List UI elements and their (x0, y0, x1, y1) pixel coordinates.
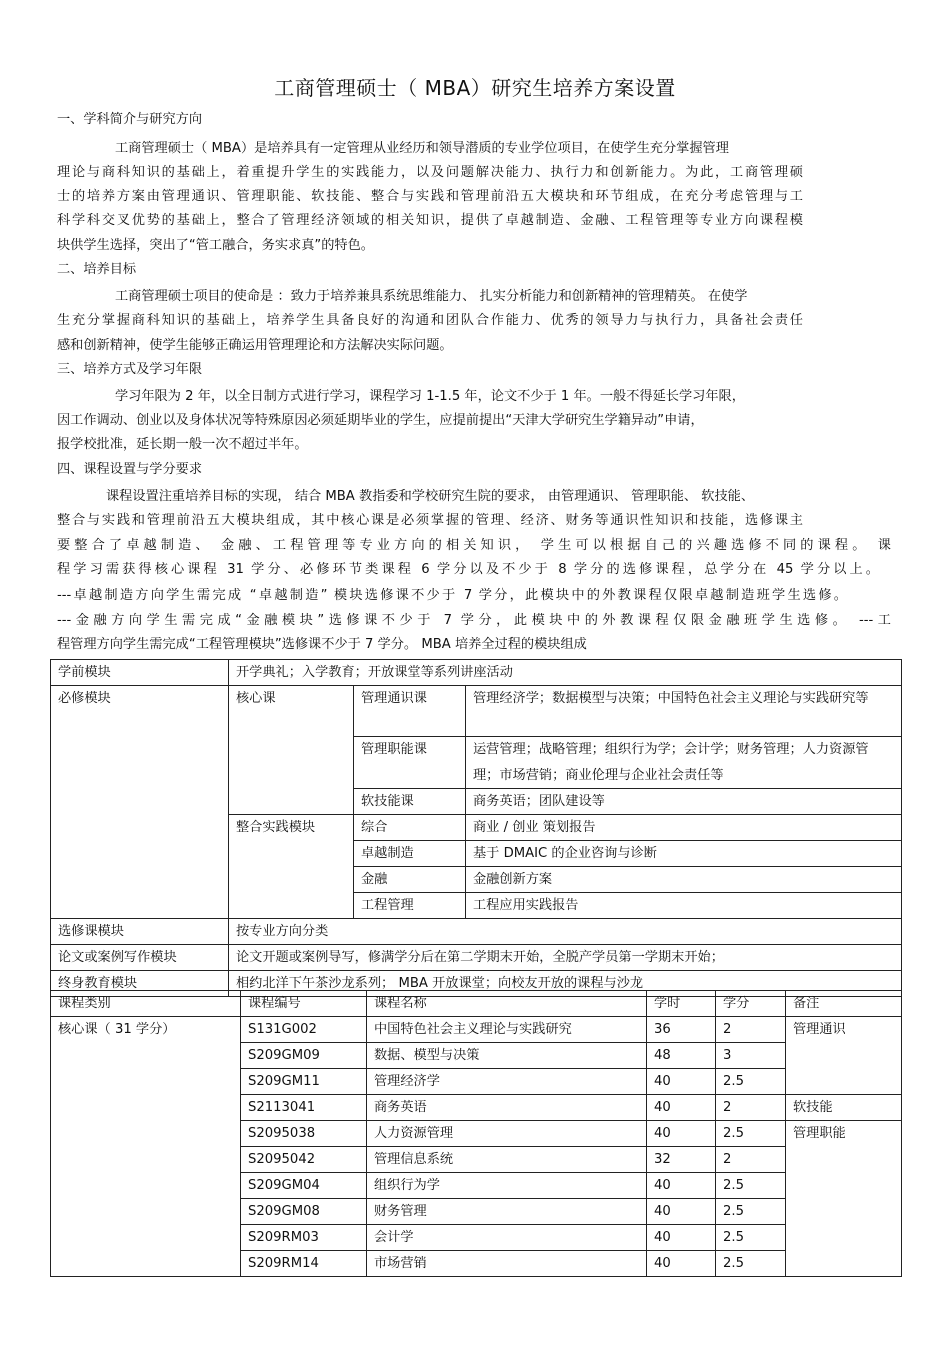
paragraph-line: 理论与商科知识的基础上，着重提升学生的实践能力，以及问题解决能力、执行力和创新能力。为此，工商管理硕 (57, 165, 803, 180)
course-credits: 2.5 (716, 1251, 786, 1277)
course-hours: 40 (647, 1121, 716, 1147)
course-group: 卓越制造 (354, 841, 466, 867)
course-credits: 2.5 (716, 1199, 786, 1225)
paragraph-line: 报学校批准，延长期一般一次不超过半年。 (57, 437, 308, 452)
module-content: 按专业方向分类 (229, 919, 902, 945)
course-hours: 48 (647, 1043, 716, 1069)
paragraph-line: ---金融方向学生需完成“金融模块”选修课不少于 7 学分，此模块中的外教课程仅限金融班学生选修。 ---工 (57, 613, 891, 628)
column-header: 课程名称 (367, 991, 647, 1017)
submodule-name: 整合实践模块 (229, 815, 354, 919)
table-row (51, 660, 902, 686)
course-credits: 2 (716, 1017, 786, 1043)
paragraph-line: 工商管理硕士项目的使命是 ：致力于培养兼具系统思维能力、 扎实分析能力和创新精神的管理精英。 在使学 (115, 289, 748, 304)
section-heading: 一、学科简介与研究方向 (57, 112, 203, 127)
course-hours: 40 (647, 1069, 716, 1095)
course-name: 中国特色社会主义理论与实践研究 (367, 1017, 647, 1043)
column-header: 学时 (647, 991, 716, 1017)
course-credits: 2.5 (716, 1173, 786, 1199)
table-header-row (51, 991, 902, 1017)
course-code: S131G002 (241, 1017, 367, 1043)
course-group-content: 基于 DMAIC 的企业咨询与诊断 (466, 841, 902, 867)
module-name: 学前模块 (51, 660, 229, 686)
course-name: 组织行为学 (367, 1173, 647, 1199)
paragraph-line: 学习年限为 2 年，以全日制方式进行学习，课程学习 1-1.5 年，论文不少于 1 年。一般不得延长学习年限， (115, 389, 745, 404)
course-group: 金融 (354, 867, 466, 893)
course-credits: 2.5 (716, 1121, 786, 1147)
section-heading: 三、培养方式及学习年限 (57, 362, 203, 377)
course-code: S209GM08 (241, 1199, 367, 1225)
course-group-content: 商务英语；团队建设等 (466, 789, 902, 815)
section-heading: 四、课程设置与学分要求 (57, 462, 203, 477)
course-name: 管理经济学 (367, 1069, 647, 1095)
course-group-content: 运营管理；战略管理；组织行为学；会计学；财务管理；人力资源管理；市场营销；商业伦理与企业社会责任等 (466, 737, 902, 789)
course-name: 市场营销 (367, 1251, 647, 1277)
course-code: S209RM03 (241, 1225, 367, 1251)
paragraph-line: 程管理方向学生需完成“工程管理模块”选修课不少于 7 学分。 MBA 培养全过程的模块组成 (57, 637, 587, 652)
column-header: 学分 (716, 991, 786, 1017)
course-name: 商务英语 (367, 1095, 647, 1121)
paragraph-line: 要整合了卓越制造、 金融、工程管理等专业方向的相关知识， 学生可以根据自己的兴趣选修不同的课程。 课 (57, 538, 891, 553)
module-name: 终身教育模块 (51, 971, 229, 997)
course-credits: 2.5 (716, 1069, 786, 1095)
paragraph-line: 课程设置注重培养目标的实现， 结合 MBA 教指委和学校研究生院的要求， 由管理通识、 管理职能、 软技能、 (106, 489, 755, 504)
paragraph-line: 工商管理硕士（ MBA）是培养具有一定管理从业经历和领导潜质的专业学位项目，在使学生充分掌握管理 (115, 141, 729, 156)
course-credits: 2 (716, 1095, 786, 1121)
column-header: 课程编号 (241, 991, 367, 1017)
course-group: 综合 (354, 815, 466, 841)
course-note: 软技能 (786, 1095, 902, 1121)
module-table (50, 659, 902, 997)
table-row (51, 919, 902, 945)
course-hours: 40 (647, 1173, 716, 1199)
course-hours: 40 (647, 1095, 716, 1121)
course-code: S2095038 (241, 1121, 367, 1147)
module-name: 必修模块 (51, 686, 229, 919)
course-credits: 3 (716, 1043, 786, 1069)
module-content: 相约北洋下午茶沙龙系列； MBA 开放课堂；向校友开放的课程与沙龙 (229, 971, 902, 997)
course-hours: 40 (647, 1251, 716, 1277)
course-hours: 40 (647, 1225, 716, 1251)
course-group-content: 商业 / 创业 策划报告 (466, 815, 902, 841)
course-name: 管理信息系统 (367, 1147, 647, 1173)
paragraph-line: 感和创新精神，使学生能够正确运用管理理论和方法解决实际问题。 (57, 338, 453, 353)
course-hours: 36 (647, 1017, 716, 1043)
course-group-content: 工程应用实践报告 (466, 893, 902, 919)
course-code: S209GM11 (241, 1069, 367, 1095)
course-hours: 40 (647, 1199, 716, 1225)
paragraph-line: 块供学生选择，突出了“管工融合，务实求真”的特色。 (57, 238, 374, 253)
section-heading: 二、培养目标 (57, 262, 137, 277)
course-group-content: 管理经济学；数据模型与决策；中国特色社会主义理论与实践研究等 (466, 686, 902, 737)
course-name: 会计学 (367, 1225, 647, 1251)
course-name: 财务管理 (367, 1199, 647, 1225)
column-header: 课程类别 (51, 991, 241, 1017)
paragraph-line: 士的培养方案由管理通识、管理职能、软技能、整合与实践和管理前沿五大模块和环节组成，在充分考虑管理与工 (57, 189, 803, 204)
course-category: 核心课（ 31 学分） (51, 1017, 241, 1277)
course-credits: 2 (716, 1147, 786, 1173)
paragraph-line: 因工作调动、创业以及身体状况等特殊原因必须延期毕业的学生，应提前提出“天津大学研究生学籍异动”申请， (57, 413, 704, 428)
column-header: 备注 (786, 991, 902, 1017)
paragraph-line: ---卓越制造方向学生需完成 “卓越制造” 模块选修课不少于 7 学分，此模块中的外教课程仅限卓越制造班学生选修。 (57, 588, 847, 603)
course-code: S209GM09 (241, 1043, 367, 1069)
document-title: 工商管理硕士（ MBA）研究生培养方案设置 (274, 76, 676, 100)
course-code: S2095042 (241, 1147, 367, 1173)
course-hours: 32 (647, 1147, 716, 1173)
paragraph-line: 生充分掌握商科知识的基础上，培养学生具备良好的沟通和团队合作能力、优秀的领导力与执行力，具备社会责任 (57, 313, 803, 328)
course-group-content: 金融创新方案 (466, 867, 902, 893)
paragraph-line: 整合与实践和管理前沿五大模块组成，其中核心课是必须掌握的管理、经济、财务等通识性知识和技能，选修课主 (57, 513, 803, 528)
paragraph-line: 程学习需获得核心课程 31 学分、必修环节类课程 6 学分以及不少于 8 学分的选修课程，总学分在 45 学分以上。 (57, 562, 879, 577)
table-row (51, 686, 902, 737)
course-code: S2113041 (241, 1095, 367, 1121)
paragraph-line: 科学科交叉优势的基础上，整合了管理经济领域的相关知识，提供了卓越制造、金融、工程管理等专业方向课程模 (57, 213, 803, 228)
course-name: 人力资源管理 (367, 1121, 647, 1147)
submodule-name: 核心课 (229, 686, 354, 815)
table-row (51, 1017, 902, 1043)
course-name: 数据、模型与决策 (367, 1043, 647, 1069)
course-code: S209GM04 (241, 1173, 367, 1199)
course-note: 管理职能 (786, 1121, 902, 1277)
table-row (51, 945, 902, 971)
course-code: S209RM14 (241, 1251, 367, 1277)
course-group: 软技能课 (354, 789, 466, 815)
course-group: 管理通识课 (354, 686, 466, 737)
course-group: 工程管理 (354, 893, 466, 919)
course-table (50, 990, 902, 1277)
module-name: 选修课模块 (51, 919, 229, 945)
module-name: 论文或案例写作模块 (51, 945, 229, 971)
module-content: 论文开题或案例导写，修满学分后在第二学期末开始，全脱产学员第一学期末开始； (229, 945, 902, 971)
course-note: 管理通识 (786, 1017, 902, 1095)
module-content: 开学典礼；入学教育；开放课堂等系列讲座活动 (229, 660, 902, 686)
course-group: 管理职能课 (354, 737, 466, 789)
course-credits: 2.5 (716, 1225, 786, 1251)
